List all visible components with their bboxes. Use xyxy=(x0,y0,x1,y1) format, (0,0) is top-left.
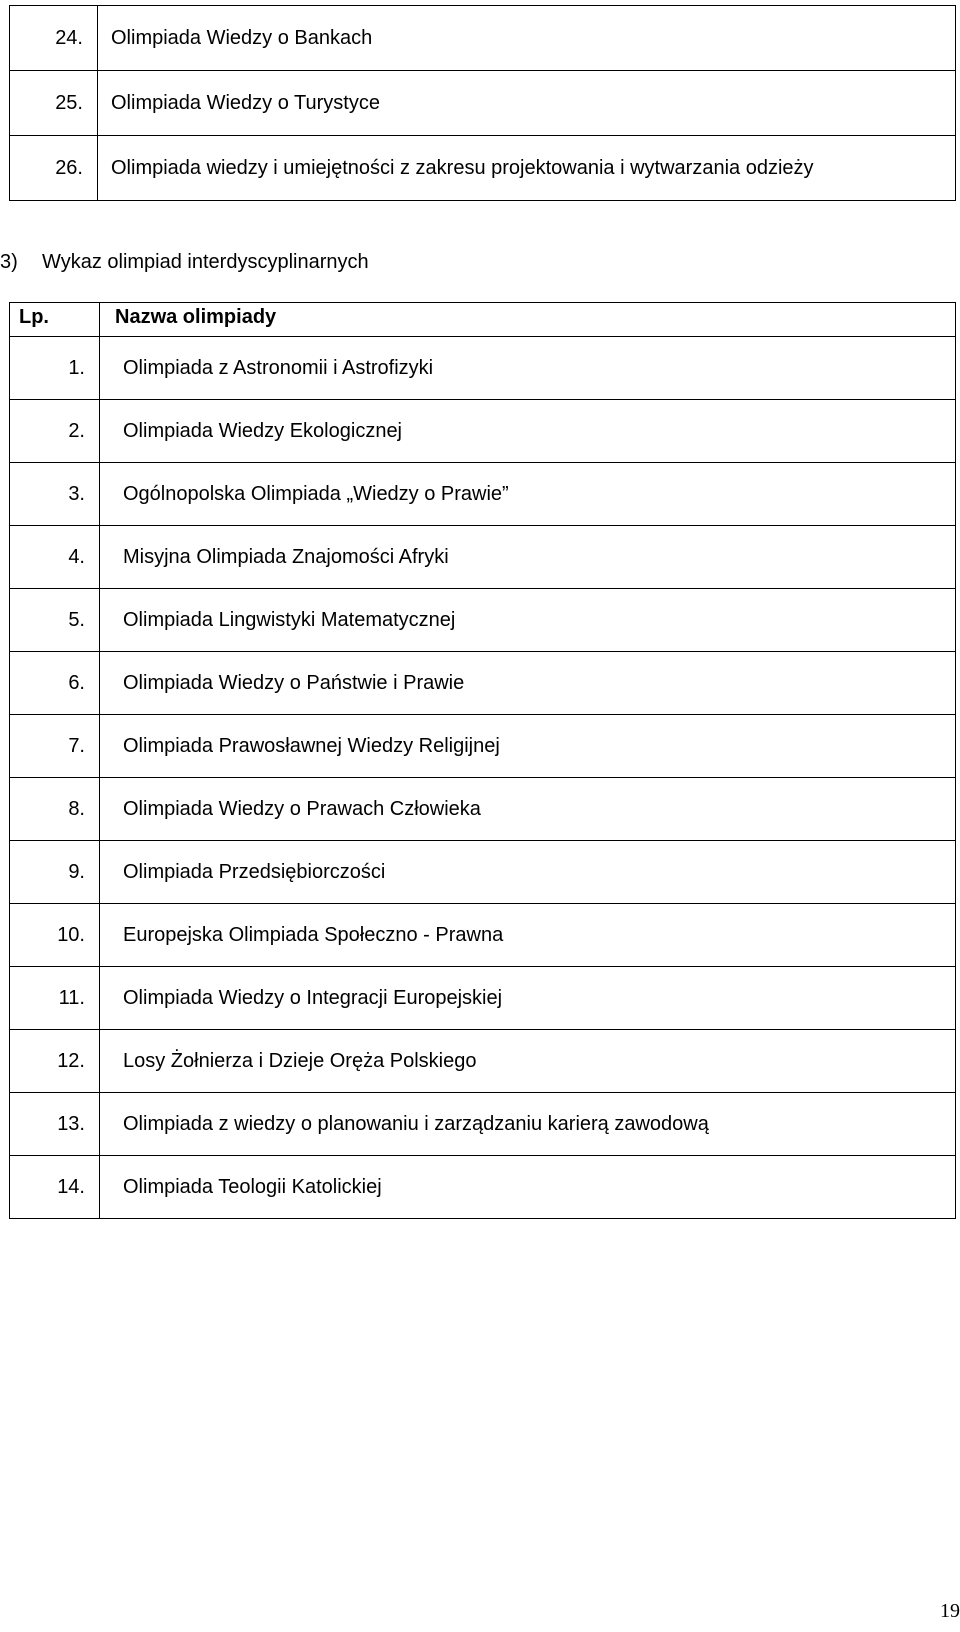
table-row xyxy=(10,841,956,904)
olympiad-name: Losy Żołnierza i Dzieje Oręża Polskiego xyxy=(100,1030,956,1093)
row-number: 6. xyxy=(10,652,100,715)
olympiad-name: Olimpiada Wiedzy Ekologicznej xyxy=(100,400,956,463)
interdisciplinary-olympiad-table xyxy=(9,302,956,1219)
row-number: 25. xyxy=(10,71,98,136)
olympiad-name: Olimpiada Wiedzy o Turystyce xyxy=(98,71,956,136)
olympiad-name: Olimpiada wiedzy i umiejętności z zakresu projektowania i wytwarzania odzieży xyxy=(98,136,956,201)
olympiad-name: Olimpiada z Astronomii i Astrofizyki xyxy=(100,337,956,400)
section-heading xyxy=(0,251,369,274)
row-number: 2. xyxy=(10,400,100,463)
table-row xyxy=(10,400,956,463)
table-row xyxy=(10,652,956,715)
olympiad-name: Europejska Olimpiada Społeczno - Prawna xyxy=(100,904,956,967)
row-number: 13. xyxy=(10,1093,100,1156)
olympiad-name: Ogólnopolska Olimpiada „Wiedzy o Prawie” xyxy=(100,463,956,526)
column-header-lp: Lp. xyxy=(10,303,100,337)
row-number: 10. xyxy=(10,904,100,967)
olympiad-name: Olimpiada Teologii Katolickiej xyxy=(100,1156,956,1219)
olympiad-name: Olimpiada Wiedzy o Państwie i Prawie xyxy=(100,652,956,715)
olympiad-name: Olimpiada Lingwistyki Matematycznej xyxy=(100,589,956,652)
olympiad-table-continued xyxy=(9,5,956,201)
row-number: 12. xyxy=(10,1030,100,1093)
table-row xyxy=(10,967,956,1030)
table-row xyxy=(10,589,956,652)
table-row xyxy=(10,1156,956,1219)
table-row xyxy=(10,715,956,778)
column-header-name: Nazwa olimpiady xyxy=(100,303,956,337)
table-row xyxy=(10,526,956,589)
table-row xyxy=(10,904,956,967)
page-number: 19 xyxy=(940,1600,960,1622)
row-number: 1. xyxy=(10,337,100,400)
table-row xyxy=(10,337,956,400)
olympiad-name: Olimpiada z wiedzy o planowaniu i zarządzaniu karierą zawodową xyxy=(100,1093,956,1156)
table-row xyxy=(10,778,956,841)
row-number: 26. xyxy=(10,136,98,201)
section-number: 3) xyxy=(0,251,18,273)
table-row xyxy=(10,1030,956,1093)
table-row xyxy=(10,463,956,526)
row-number: 24. xyxy=(10,6,98,71)
olympiad-name: Misyjna Olimpiada Znajomości Afryki xyxy=(100,526,956,589)
olympiad-name: Olimpiada Przedsiębiorczości xyxy=(100,841,956,904)
row-number: 9. xyxy=(10,841,100,904)
olympiad-name: Olimpiada Wiedzy o Prawach Człowieka xyxy=(100,778,956,841)
olympiad-name: Olimpiada Wiedzy o Bankach xyxy=(98,6,956,71)
olympiad-name: Olimpiada Wiedzy o Integracji Europejskiej xyxy=(100,967,956,1030)
row-number: 5. xyxy=(10,589,100,652)
row-number: 7. xyxy=(10,715,100,778)
table-row xyxy=(10,1093,956,1156)
row-number: 11. xyxy=(10,967,100,1030)
row-number: 3. xyxy=(10,463,100,526)
table-row xyxy=(10,71,956,136)
table-header-row xyxy=(10,303,956,337)
olympiad-name: Olimpiada Prawosławnej Wiedzy Religijnej xyxy=(100,715,956,778)
table-row xyxy=(10,6,956,71)
table-row xyxy=(10,136,956,201)
row-number: 4. xyxy=(10,526,100,589)
row-number: 14. xyxy=(10,1156,100,1219)
section-title: Wykaz olimpiad interdyscyplinarnych xyxy=(42,251,369,273)
row-number: 8. xyxy=(10,778,100,841)
